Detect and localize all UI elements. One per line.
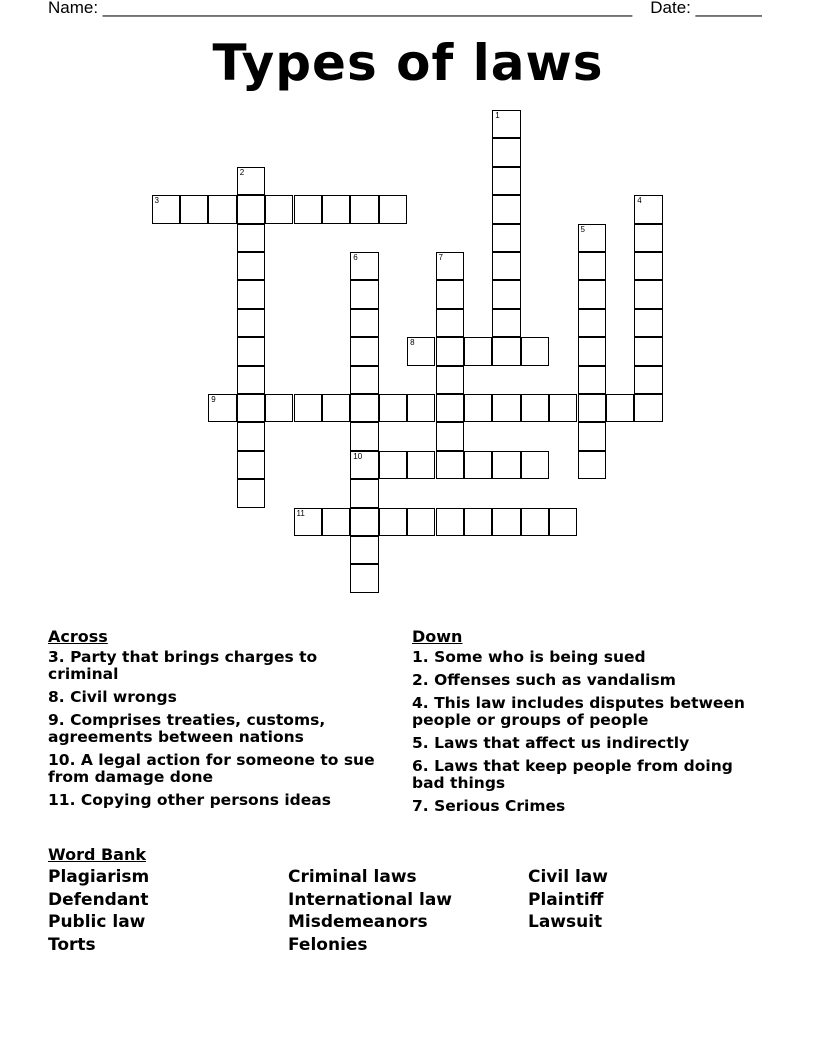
crossword-cell[interactable] (464, 508, 492, 536)
down-clues (412, 628, 752, 821)
crossword-cell[interactable] (237, 451, 265, 479)
crossword-cell[interactable] (350, 422, 378, 450)
crossword-cell[interactable] (578, 422, 606, 450)
crossword-cell[interactable] (521, 451, 549, 479)
crossword-cell[interactable] (634, 309, 662, 337)
crossword-cell[interactable] (237, 224, 265, 252)
crossword-cell[interactable] (634, 337, 662, 365)
crossword-cell[interactable] (549, 394, 577, 422)
crossword-cell[interactable] (492, 138, 520, 166)
crossword-cell[interactable] (379, 451, 407, 479)
crossword-cell[interactable] (350, 479, 378, 507)
date-line[interactable]: Date: _______ (650, 0, 762, 17)
crossword-cell[interactable] (436, 252, 464, 280)
crossword-cell[interactable] (237, 337, 265, 365)
crossword-cell[interactable] (379, 508, 407, 536)
word-bank-item: Plagiarism (48, 867, 150, 887)
crossword-cell[interactable] (578, 366, 606, 394)
crossword-cell[interactable] (322, 508, 350, 536)
crossword-cell[interactable] (436, 394, 464, 422)
crossword-cell[interactable] (237, 280, 265, 308)
crossword-cell[interactable] (606, 394, 634, 422)
crossword-cell[interactable] (350, 366, 378, 394)
crossword-cell[interactable] (521, 394, 549, 422)
clue-down-2: 2. Offenses such as vandalism (412, 671, 676, 689)
crossword-cell[interactable] (294, 508, 322, 536)
crossword-cell[interactable] (350, 337, 378, 365)
crossword-cell[interactable] (634, 394, 662, 422)
clue-number-9: 9 (211, 395, 216, 404)
word-bank-column-3 (528, 866, 608, 956)
crossword-cell[interactable] (350, 195, 378, 223)
crossword-cell[interactable] (237, 422, 265, 450)
crossword-cell[interactable] (350, 508, 378, 536)
crossword-cell[interactable] (492, 252, 520, 280)
clue-number-6: 6 (353, 253, 358, 262)
crossword-cell[interactable] (578, 337, 606, 365)
crossword-cell[interactable] (208, 195, 236, 223)
crossword-cell[interactable] (464, 394, 492, 422)
clue-across-8: 8. Civil wrongs (48, 688, 177, 706)
clue-number-8: 8 (410, 338, 415, 348)
word-bank-item: Felonies (288, 934, 368, 955)
crossword-cell[interactable] (634, 252, 662, 280)
clue-number-11: 11 (296, 508, 305, 518)
clue-across-11: 11. Copying other persons ideas (48, 791, 331, 809)
crossword-cell[interactable] (350, 564, 378, 592)
clue-number-4: 4 (637, 196, 642, 206)
crossword-cell[interactable] (492, 508, 520, 536)
crossword-cell[interactable] (350, 536, 378, 564)
crossword-cell[interactable] (578, 451, 606, 479)
crossword-cell[interactable] (492, 280, 520, 308)
clue-number-1: 1 (495, 111, 500, 120)
crossword-cell[interactable] (350, 394, 378, 422)
crossword-cell[interactable] (578, 224, 606, 252)
crossword-cell[interactable] (436, 366, 464, 394)
clue-number-10: 10 (353, 451, 363, 461)
crossword-cell[interactable] (578, 252, 606, 280)
crossword-cell[interactable] (237, 167, 265, 195)
across-heading: Across (48, 627, 108, 646)
crossword-cell[interactable] (237, 366, 265, 394)
crossword-cell[interactable] (379, 195, 407, 223)
crossword-cell[interactable] (152, 195, 180, 223)
crossword-cell[interactable] (549, 508, 577, 536)
crossword-cell[interactable] (265, 195, 293, 223)
clue-down-6: 6. Laws that keep people from doing bad things (412, 757, 733, 792)
crossword-cell[interactable] (492, 110, 520, 138)
crossword-cell[interactable] (237, 479, 265, 507)
clue-down-4: 4. This law includes disputes between people or groups of people (412, 694, 745, 729)
crossword-cell[interactable] (521, 508, 549, 536)
word-bank-column-1 (48, 866, 288, 956)
crossword-cell[interactable] (322, 195, 350, 223)
clue-down-1: 1. Some who is being sued (412, 648, 646, 666)
crossword-cell[interactable] (294, 195, 322, 223)
crossword-cell[interactable] (492, 309, 520, 337)
clue-number-3: 3 (154, 196, 159, 206)
crossword-cell[interactable] (407, 451, 435, 479)
word-bank-item: Plaintiff (528, 889, 604, 910)
crossword-cell[interactable] (492, 394, 520, 422)
crossword-cell[interactable] (265, 394, 293, 422)
crossword-cell[interactable] (350, 451, 378, 479)
word-bank-column-2 (288, 866, 528, 956)
crossword-cell[interactable] (350, 252, 378, 280)
crossword-cell[interactable] (180, 195, 208, 223)
crossword-cell[interactable] (436, 337, 464, 365)
name-line[interactable]: Name: ________________________________________________________ (48, 0, 633, 17)
clue-number-5: 5 (580, 224, 585, 234)
crossword-cell[interactable] (578, 394, 606, 422)
crossword-cell[interactable] (379, 394, 407, 422)
word-bank-item: Defendant (48, 889, 149, 910)
word-bank-item: Civil law (528, 867, 608, 887)
crossword-cell[interactable] (407, 394, 435, 422)
crossword-cell[interactable] (237, 394, 265, 422)
crossword-cell[interactable] (464, 451, 492, 479)
crossword-cell[interactable] (350, 309, 378, 337)
word-bank (48, 845, 608, 956)
word-bank-item: Criminal laws (288, 867, 417, 887)
crossword-cell[interactable] (436, 508, 464, 536)
crossword-cell[interactable] (634, 195, 662, 223)
crossword-cell[interactable] (578, 309, 606, 337)
clue-down-5: 5. Laws that affect us indirectly (412, 734, 690, 752)
crossword-cell[interactable] (492, 224, 520, 252)
clue-across-9: 9. Comprises treaties, customs, agreements between nations (48, 711, 326, 746)
crossword-cell[interactable] (322, 394, 350, 422)
crossword-cell[interactable] (492, 195, 520, 223)
crossword-cell[interactable] (436, 422, 464, 450)
crossword-cell[interactable] (521, 337, 549, 365)
crossword-cell[interactable] (634, 366, 662, 394)
word-bank-item: Torts (48, 934, 96, 955)
crossword-cell[interactable] (237, 252, 265, 280)
page-title: Types of laws (212, 34, 604, 92)
across-clues (48, 628, 388, 815)
crossword-cell[interactable] (237, 309, 265, 337)
word-bank-item: International law (288, 889, 452, 910)
word-bank-item: Lawsuit (528, 912, 603, 933)
crossword-cell[interactable] (436, 309, 464, 337)
down-heading: Down (412, 627, 463, 646)
crossword-cell[interactable] (492, 337, 520, 365)
clue-number-2: 2 (239, 167, 245, 177)
crossword-cell[interactable] (492, 451, 520, 479)
clue-across-3: 3. Party that brings charges to criminal (48, 648, 318, 683)
crossword-cell[interactable] (407, 337, 435, 365)
crossword-cell[interactable] (436, 280, 464, 308)
clue-number-7: 7 (438, 253, 443, 262)
clue-across-10: 10. A legal action for someone to sue from damage done (48, 751, 375, 786)
crossword-cell[interactable] (237, 195, 265, 223)
crossword-cell[interactable] (294, 394, 322, 422)
crossword-cell[interactable] (436, 451, 464, 479)
crossword-cell[interactable] (634, 280, 662, 308)
crossword-cell[interactable] (407, 508, 435, 536)
word-bank-item: Misdemeanors (288, 912, 428, 933)
crossword-cell[interactable] (634, 224, 662, 252)
crossword-cell[interactable] (578, 280, 606, 308)
crossword-cell[interactable] (350, 280, 378, 308)
word-bank-item: Public law (48, 912, 146, 933)
crossword-cell[interactable] (464, 337, 492, 365)
crossword-cell[interactable] (492, 167, 520, 195)
crossword-cell[interactable] (208, 394, 236, 422)
clue-down-7: 7. Serious Crimes (412, 797, 566, 815)
word-bank-heading: Word Bank (48, 845, 147, 864)
